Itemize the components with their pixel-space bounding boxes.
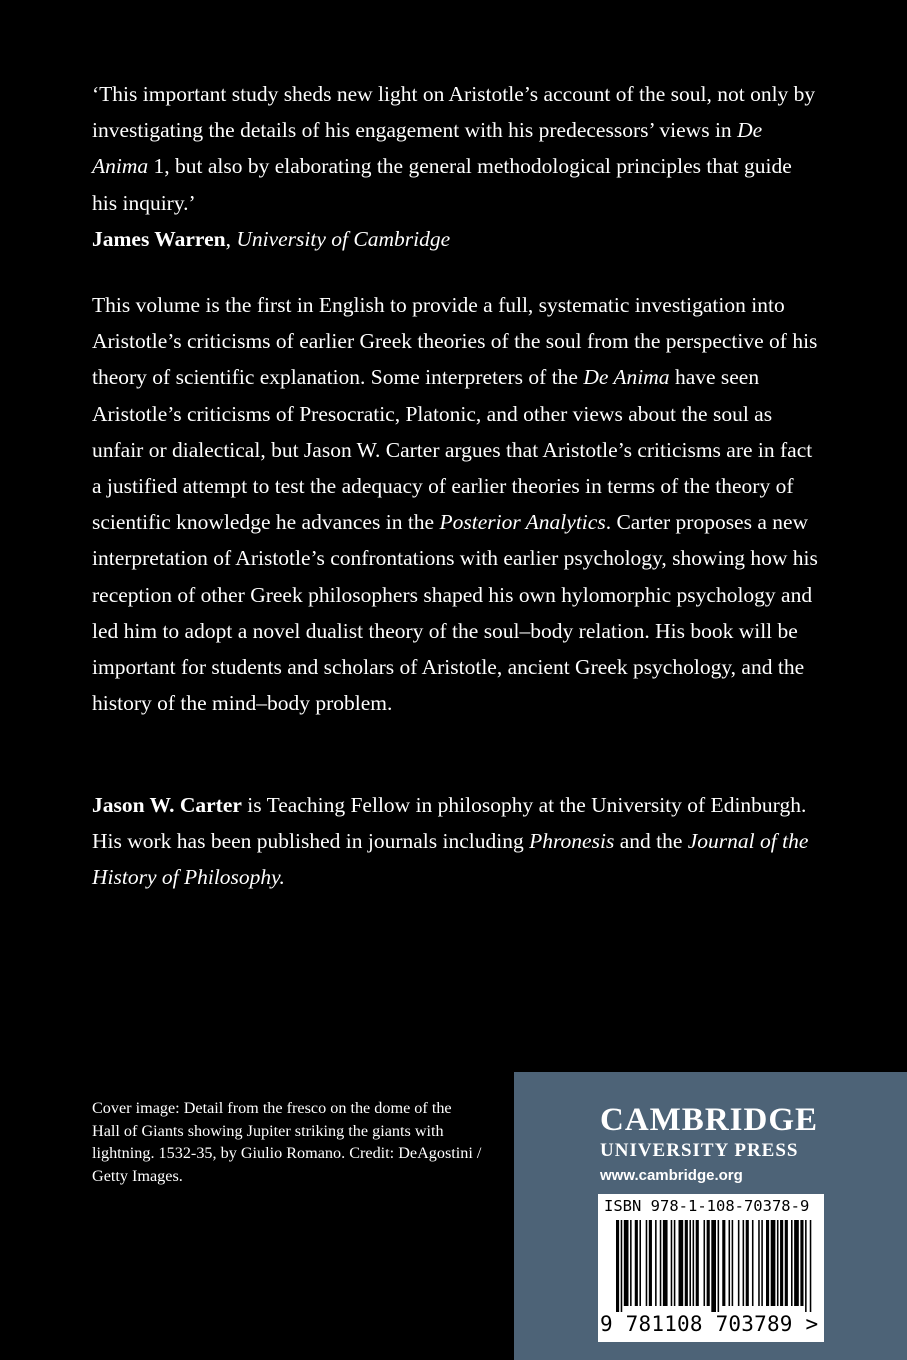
description-text-2: have seen Aristotle’s criticisms of Presocratic, Platonic, and other views about the soul as unfair or dialectical, but Jason W. Carter argues that Aristotle’s criticisms are in fact a justified attempt to test the adequacy of earlier theories in terms of the theory of scientific knowledge he advances in the xyxy=(92,365,813,535)
endorsement-quote xyxy=(92,76,822,257)
barcode-bar xyxy=(671,1220,673,1306)
barcode-bar xyxy=(704,1220,706,1306)
description-title-2: Posterior Analytics xyxy=(439,510,606,535)
quote-attribution xyxy=(92,221,822,257)
barcode-bar xyxy=(685,1220,688,1306)
barcode-bar xyxy=(761,1220,763,1306)
barcode-bar xyxy=(791,1220,793,1306)
barcode-bar xyxy=(743,1220,745,1306)
barcode-bar xyxy=(785,1220,788,1306)
barcode-bar xyxy=(649,1220,652,1306)
bio-author-name: Jason W. Carter xyxy=(92,793,242,817)
barcode-bar xyxy=(693,1220,695,1306)
description-text-3: . Carter proposes a new interpretation of Aristotle’s confrontations with earlier psychology, showing how his reception of other Greek philosophers shaped his own hylomorphic psychology and led him to adopt a novel dualist theory of the soul–body relation. His book will be important for students and scholars of Aristotle, ancient Greek psychology, and the history of the mind–body problem. xyxy=(92,510,818,716)
isbn-label: ISBN 978-1-108-70378-9 xyxy=(604,1197,810,1215)
quote-affiliation: University of Cambridge xyxy=(236,226,451,251)
barcode-bar xyxy=(660,1220,662,1306)
barcode-bar xyxy=(722,1220,725,1306)
barcode-bar xyxy=(738,1220,740,1306)
barcode-bar xyxy=(646,1220,648,1306)
barcode-bar xyxy=(696,1220,699,1306)
publisher-panel xyxy=(514,1072,907,1360)
barcode-bar xyxy=(758,1220,760,1306)
barcode-bar xyxy=(616,1220,619,1312)
quote-text: ‘This important study sheds new light on Aristotle’s account of the soul, not only by investigating the details of his engagement with his predecessors’ views in xyxy=(92,82,816,143)
quote-author-separator: , xyxy=(225,226,237,251)
description-title-1: De Anima xyxy=(583,365,670,390)
author-bio xyxy=(92,787,822,896)
barcode-bars xyxy=(616,1220,816,1312)
barcode-bar xyxy=(663,1220,668,1306)
barcode-bar xyxy=(635,1220,638,1306)
barcode-bar xyxy=(639,1220,641,1306)
barcode-bar xyxy=(718,1220,720,1312)
bio-text-1: is Teaching Fellow in philosophy at the University of Edinburgh. His work has been published in journals including xyxy=(92,793,807,854)
cover-image-credit: Cover image: Detail from the fresco on the dome of the Hall of Giants showing Jupiter striking the giants with lightning. 1532-35, by Giulio Romano. Credit: DeAgostini / Getty Images. xyxy=(92,1099,482,1185)
barcode-digits: 9 781108 703789 > xyxy=(600,1312,819,1336)
barcode-bar xyxy=(711,1220,716,1312)
barcode-bar xyxy=(752,1220,754,1306)
barcode-bar xyxy=(771,1220,776,1306)
bio-journal-2: Journal of the History of Philosophy. xyxy=(92,829,809,890)
quote-book-title: De Anima xyxy=(92,118,763,179)
barcode-bar xyxy=(630,1220,632,1306)
isbn-barcode xyxy=(598,1194,824,1342)
barcode-bar xyxy=(746,1220,749,1306)
barcode-bar xyxy=(777,1220,779,1306)
barcode-bar xyxy=(794,1220,799,1306)
barcode-bar xyxy=(707,1220,710,1306)
barcode-bar xyxy=(621,1220,623,1312)
publisher-url: www.cambridge.org xyxy=(600,1167,743,1184)
barcode-bar xyxy=(679,1220,684,1306)
barcode-bar xyxy=(800,1220,803,1306)
book-description xyxy=(92,287,822,721)
bio-journal-1: Phronesis xyxy=(529,829,615,854)
quote-author: James Warren xyxy=(92,226,226,251)
barcode-bar xyxy=(780,1220,783,1306)
publisher-name: CAMBRIDGE xyxy=(600,1102,819,1138)
barcode-bar xyxy=(766,1220,769,1306)
barcode-bar xyxy=(655,1220,657,1306)
barcode-bar xyxy=(729,1220,731,1306)
barcode-bar xyxy=(674,1220,676,1306)
quote-text-end: 1, but also by elaborating the general methodological principles that guide his inquiry.’ xyxy=(92,154,792,215)
description-text-1: This volume is the first in English to provide a full, systematic investigation into Aristotle’s criticisms of earlier Greek theories of the soul from the perspective of his theory of scientific explanation. Some interpreters of the xyxy=(92,293,818,390)
bio-text-2: and the xyxy=(614,829,688,854)
barcode-bar xyxy=(689,1220,691,1306)
barcode-bar xyxy=(810,1220,812,1312)
barcode-bar xyxy=(732,1220,734,1306)
publisher-subtitle: UNIVERSITY PRESS xyxy=(600,1140,799,1161)
barcode-bar xyxy=(805,1220,807,1312)
barcode-bar xyxy=(624,1220,629,1306)
